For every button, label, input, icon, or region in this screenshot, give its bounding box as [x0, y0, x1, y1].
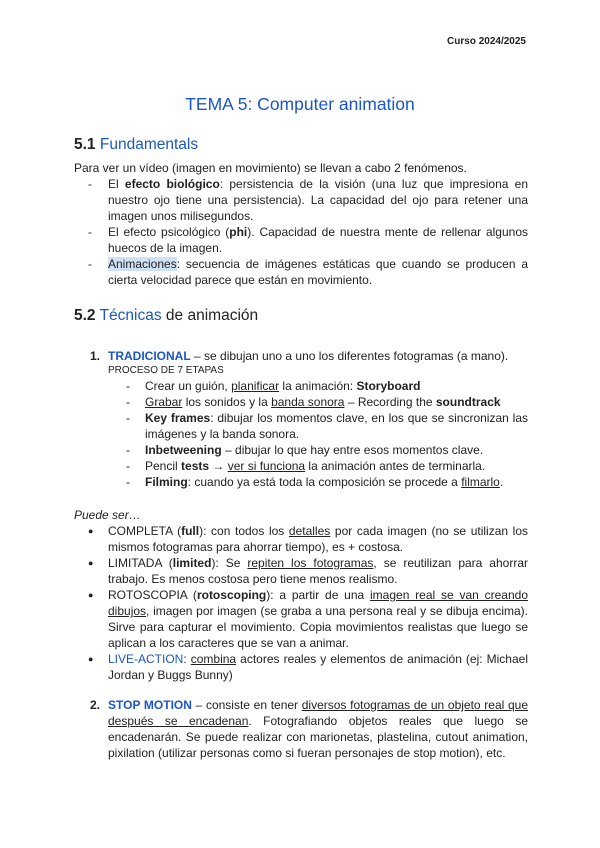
- fundamentals-list: [88, 176, 528, 288]
- list-item: - Pencil tests → ver si funciona la animación antes de terminarla.: [126, 458, 528, 474]
- list-item: - El efecto biológico: persistencia de la visión (una luz que impresiona en nuestro ojo tiene una persistencia). La capacidad del ojo para retener una imagen unos milisegundos.: [88, 176, 528, 224]
- list-item: ● ROTOSCOPIA (rotoscoping): a partir de una imagen real se van creando dibujos, imagen por imagen (se graba a una persona real y se dibuja encima). Sirve para capturar el movimiento. Copia movimientos realistas que luego se aplican a los caracteres que se van a animar.: [88, 587, 528, 651]
- section-heading-5-1: [74, 136, 198, 154]
- section-number: 5.1: [74, 136, 96, 153]
- course-label: Curso 2024/2025: [447, 36, 526, 47]
- technique-label: STOP MOTION: [108, 698, 192, 712]
- section-number: 5.2: [74, 307, 96, 324]
- technique-traditional: 1. TRADICIONAL – se dibujan uno a uno los diferentes fotogramas (a mano). PROCESO DE 7 ETAPAS: [74, 348, 528, 377]
- list-item: - Animaciones: secuencia de imágenes estáticas que cuando se producen a cierta velocidad parece que están en movimiento.: [88, 256, 528, 288]
- animation-types-list: [88, 523, 528, 683]
- highlighted-term: Animaciones: [108, 257, 177, 271]
- technique-label: TRADICIONAL: [108, 349, 191, 363]
- list-number: 1.: [90, 349, 101, 363]
- technique-stop-motion: 2. STOP MOTION – consiste en tener diversos fotogramas de un objeto real que después se encadenan. Fotografiando objetos reales que luego se encadenarán. Se puede realizar con marionetas, plastelina, cutout animation, pixilation (utilizar personas como si fueran personajes de stop motion), etc.: [90, 698, 528, 760]
- section-title: Fundamentals: [99, 136, 199, 153]
- list-item: - Grabar los sonidos y la banda sonora – Recording the soundtrack: [126, 394, 528, 410]
- list-item: ● COMPLETA (full): con todos los detalles por cada imagen (no se utilizan los mismos fotogramas para ahorrar tiempo), es + costosa.: [88, 523, 528, 555]
- list-item: - El efecto psicológico (phi). Capacidad de nuestra mente de rellenar algunos huecos de la imagen.: [88, 224, 528, 256]
- list-item: - Inbetweening – dibujar lo que hay entre esos momentos clave.: [126, 442, 528, 458]
- page-title: TEMA 5: Computer animation: [185, 94, 415, 114]
- process-label: PROCESO DE 7 ETAPAS: [108, 365, 224, 376]
- list-item: - Filming: cuando ya está toda la composición se procede a filmarlo.: [126, 474, 528, 490]
- process-steps-list: [126, 378, 528, 490]
- intro-paragraph: Para ver un vídeo (imagen en movimiento) se llevan a cabo 2 fenómenos.: [74, 161, 467, 175]
- section-heading-5-2: 5.2 Técnicas de animación: [74, 307, 259, 324]
- list-item: - Key frames: dibujar los momentos clave, en los que se sincronizan las imágenes y la banda sonora.: [126, 410, 528, 442]
- list-item: ● LIMITADA (limited): Se repiten los fotogramas, se reutilizan para ahorrar trabajo. Es menos costosa pero tiene menos realismo.: [88, 555, 528, 587]
- puede-ser-label: Puede ser…: [74, 508, 141, 522]
- list-number: 2.: [90, 698, 101, 712]
- list-item: ● LIVE-ACTION: combina actores reales y elementos de animación (ej: Michael Jordan y Buggs Bunny): [88, 651, 528, 683]
- list-item: - Crear un guión, planificar la animación: Storyboard: [126, 378, 528, 394]
